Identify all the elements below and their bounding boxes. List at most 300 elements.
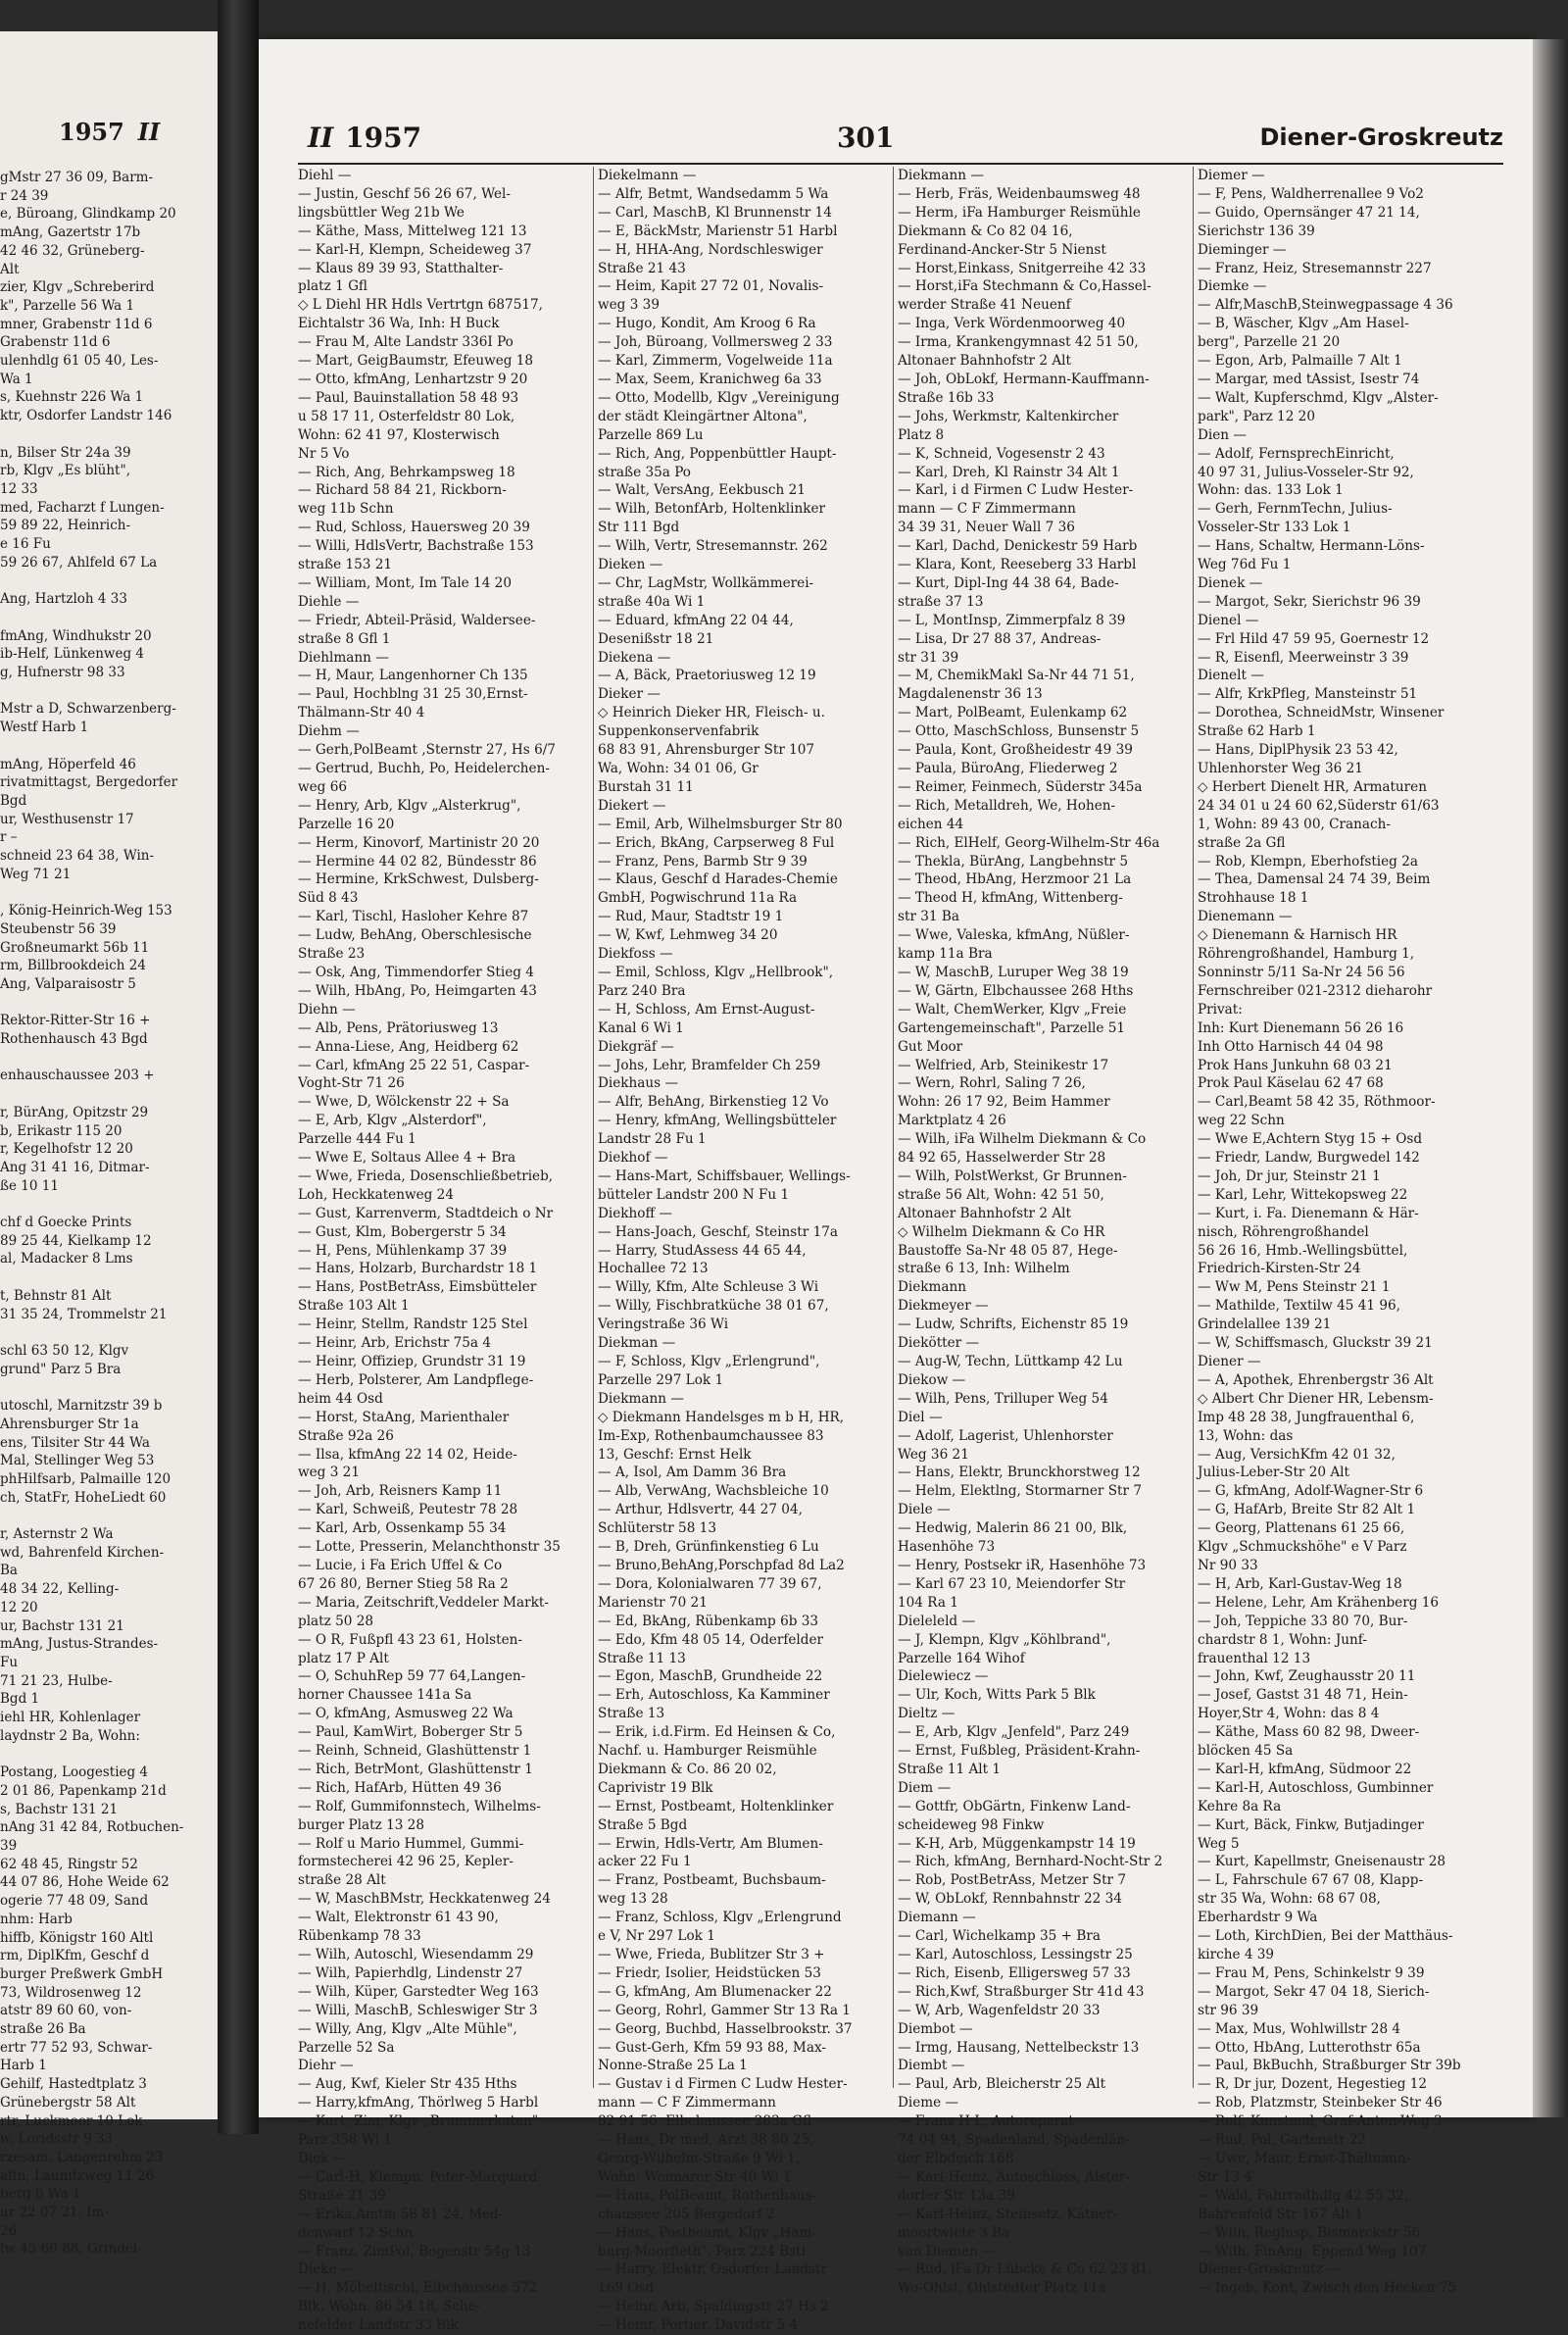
directory-entry: — Richard 58 84 21, Rickborn- xyxy=(298,482,507,499)
directory-entry: — Kurt, Dipl-Ing 44 38 64, Bade- xyxy=(898,574,1119,591)
directory-entry: weg 3 39 xyxy=(598,297,660,314)
left-page-line: ulenhdlg 61 05 40, Les- xyxy=(0,353,159,370)
directory-entry: — K, Schneid, Vogesenstr 2 43 xyxy=(898,445,1105,462)
directory-entry: Wohn: Weimarer Str 40 Wi 1 xyxy=(598,2168,792,2185)
directory-entry: — Erh, Autoschloss, Ka Kamminer xyxy=(598,1687,830,1704)
directory-entry: — Johs, Lehr, Bramfelder Ch 259 xyxy=(598,1057,821,1073)
directory-entry: 82 91 56, Elbchaussee 283a Gfl xyxy=(598,2113,812,2130)
directory-entry: — Erik, i.d.Firm. Ed Heinsen & Co, xyxy=(598,1724,836,1741)
directory-entry: Altonaer Bahnhofstr 2 Alt xyxy=(898,353,1071,370)
left-page-line xyxy=(0,425,208,444)
directory-entry: burg-Moorfleth", Parz 224 Bstl xyxy=(598,2243,806,2260)
surname-heading: van Diemen — xyxy=(898,2243,996,2260)
directory-entry: kirche 4 39 xyxy=(1198,1947,1275,1962)
left-page-line: ch, StatFr, HoheLiedt 60 xyxy=(0,1489,167,1506)
directory-entry: — Heinr, Portier, Davidstr 5 4 xyxy=(598,2317,798,2334)
directory-entry: — Heim, Kapit 27 72 01, Novalis- xyxy=(598,278,824,295)
directory-entry: — Harry,kfmAng, Thörlweg 5 Harbl xyxy=(298,2095,539,2111)
directory-entry: Nachf. u. Hamburger Reismühle xyxy=(598,1743,817,1760)
directory-entry: Fernschreiber 021-2312 dieharohr xyxy=(1198,982,1433,999)
directory-entry: weg 11b Schn xyxy=(298,501,394,518)
directory-entry: 84 92 65, Hasselwerder Str 28 xyxy=(898,1150,1106,1167)
directory-entry: ◇ Heinrich Dieker HR, Fleisch- u. xyxy=(598,705,825,721)
left-page-line: mAng, Gazertstr 17b xyxy=(0,224,141,241)
directory-entry: — Paula, Kont, Großheidestr 49 39 xyxy=(898,742,1133,759)
directory-entry: Caprivistr 19 Blk xyxy=(598,1779,713,1796)
directory-entry: — W, ObLokf, Rennbahnstr 22 34 xyxy=(898,1891,1122,1908)
directory-entry: Julius-Leber-Str 20 Alt xyxy=(1198,1465,1349,1481)
surname-heading: Diem — xyxy=(898,1779,952,1796)
directory-entry: Weg 36 21 xyxy=(898,1446,969,1463)
directory-entry: — Willy, Fischbratküche 38 01 67, xyxy=(598,1298,829,1315)
directory-entry: Parz 358 Wi 1 xyxy=(298,2132,392,2149)
directory-entry: — G, kfmAng, Am Blumenacker 22 xyxy=(598,1983,832,2000)
surname-heading: Diekena — xyxy=(598,649,671,666)
left-page-line: zier, Klgv „Schreberird xyxy=(0,279,155,296)
directory-entry: — Rud, Maur, Stadtstr 19 1 xyxy=(598,909,784,925)
directory-entry: Straße 16b 33 xyxy=(898,389,995,406)
directory-entry: — H, Pens, Mühlenkamp 37 39 xyxy=(298,1242,508,1259)
directory-entry: — Paul, KamWirt, Boberger Str 5 xyxy=(298,1724,523,1741)
left-page-line: Weg 71 21 xyxy=(0,866,72,882)
directory-entry: — Gust, Karrenverm, Stadtdeich o Nr xyxy=(298,1205,554,1221)
directory-entry: — Helm, Elektlng, Stormarner Str 7 xyxy=(898,1483,1142,1500)
directory-entry: — Paul, Hochblng 31 25 30,Ernst- xyxy=(298,686,528,703)
directory-entry: — Paul, Arb, Bleicherstr 25 Alt xyxy=(898,2076,1106,2093)
directory-entry: 56 26 16, Hmb.-Wellingsbüttel, xyxy=(1198,1242,1408,1259)
left-page-line: 48 34 22, Kelling- xyxy=(0,1581,120,1598)
left-page-line xyxy=(0,1049,208,1068)
directory-entry: — Emil, Schloss, Klgv „Hellbrook", xyxy=(598,964,834,980)
directory-entry: — Anna-Liese, Ang, Heidberg 62 xyxy=(298,1038,519,1055)
directory-entry: weg 3 21 xyxy=(298,1465,360,1481)
directory-entry: — Heinr, Arb, Erichstr 75a 4 xyxy=(298,1335,491,1352)
left-page-line: 59 89 22, Heinrich- xyxy=(0,518,131,534)
surname-heading: Diemer — xyxy=(1198,168,1265,183)
directory-entry: — Wern, Rohrl, Saling 7 26, xyxy=(898,1075,1086,1092)
directory-entry: bütteler Landstr 200 N Fu 1 xyxy=(598,1186,790,1203)
left-page-line: laydnstr 2 Ba, Wohn: xyxy=(0,1727,140,1744)
surname-heading: Dienelt — xyxy=(1198,668,1264,684)
directory-entry: Wohn: 62 41 97, Klosterwisch xyxy=(298,426,500,443)
surname-heading: Dienemann — xyxy=(1198,909,1293,925)
directory-entry: — Horst,Einkass, Snitgerreihe 42 33 xyxy=(898,260,1147,276)
surname-heading: Diekötter — xyxy=(898,1335,980,1352)
directory-entry: — B, Wäscher, Klgv „Am Hasel- xyxy=(1198,316,1409,332)
left-page-line: r, Asternstr 2 Wa xyxy=(0,1526,114,1543)
directory-entry: — Willi, MaschB, Schleswiger Str 3 xyxy=(298,2002,538,2018)
left-page-line: med, Facharzt f Lungen- xyxy=(0,499,165,516)
directory-entry: Vosseler-Str 133 Lok 1 xyxy=(1198,520,1351,536)
left-page-line: lw 45 60 88, Grindel- xyxy=(0,2241,142,2258)
left-page-line: iehl HR, Kohlenlager xyxy=(0,1710,141,1726)
directory-entry: — Rob, Klempn, Eberhofstieg 2a xyxy=(1198,853,1418,869)
directory-entry: — O R, Fußpfl 43 23 61, Holsten- xyxy=(298,1631,523,1648)
left-page-line: atstr 89 60 60, von- xyxy=(0,2003,132,2019)
directory-entry: moortwiete 3 Ba xyxy=(898,2224,1010,2241)
directory-entry: — Ed, BkAng, Rübenkamp 6b 33 xyxy=(598,1613,819,1629)
directory-entry: mann — C F Zimmermann xyxy=(598,2095,776,2111)
directory-entry: — Georg, Buchbd, Hasselbrookstr. 37 xyxy=(598,2020,853,2037)
directory-entry: Uhlenhorster Weg 36 21 xyxy=(1198,761,1363,776)
left-page-line: Alt xyxy=(0,261,20,277)
directory-entry: — Helene, Lehr, Am Krähenberg 16 xyxy=(1198,1594,1440,1611)
surname-heading: Dieke — xyxy=(298,2261,355,2278)
directory-entry: — E, Arb, Klgv „Jenfeld", Parz 249 xyxy=(898,1724,1130,1741)
left-page-line: 89 25 44, Kielkamp 12 xyxy=(0,1232,152,1249)
directory-entry: — Harry, Elektr, Osdorfer Landstr xyxy=(598,2261,827,2278)
directory-entry: Gut Moor xyxy=(898,1038,963,1055)
surname-heading: Diekgräf — xyxy=(598,1038,674,1055)
directory-entry: — Paula, BüroAng, Fliederweg 2 xyxy=(898,761,1118,776)
left-page-line: burger Preßwerk GmbH xyxy=(0,1965,164,1982)
directory-entry: ◇ Albert Chr Diener HR, Lebensm- xyxy=(1198,1390,1434,1407)
directory-entry: — Kurt, i. Fa. Dienemann & Här- xyxy=(1198,1205,1419,1221)
directory-entry: — Karl, Zimmerm, Vogelweide 11a xyxy=(598,353,833,370)
directory-entry: Diekmann xyxy=(898,1279,967,1296)
directory-entry: — Lucie, i Fa Erich Uffel & Co xyxy=(298,1557,503,1573)
left-page-line: t, Behnstr 81 Alt xyxy=(0,1287,112,1304)
left-page-line: r, Kegelhofstr 12 20 xyxy=(0,1141,133,1158)
header-rule xyxy=(298,163,1503,165)
left-page-line: n, Bilser Str 24a 39 xyxy=(0,444,131,461)
directory-entry: mann — C F Zimmermann xyxy=(898,501,1076,518)
left-page-line: berg 6 Wa 1 xyxy=(0,2186,81,2203)
directory-entry: — Kurt, Zim, Klgv „Brummerkaten" xyxy=(298,2113,539,2130)
directory-entry: Nr 90 33 xyxy=(1198,1557,1258,1573)
directory-entry: Wo-Ohlst, Ohlstedter Platz 11a xyxy=(898,2280,1106,2297)
directory-entry: Inh: Kurt Dienemann 56 26 16 xyxy=(1198,1019,1404,1036)
directory-entry: — Carl-H, Klempn, Peter-Marquard- xyxy=(298,2168,542,2185)
directory-entry: — Theod, HbAng, Herzmoor 21 La xyxy=(898,871,1132,888)
directory-entry: Parzelle 444 Fu 1 xyxy=(298,1131,416,1148)
directory-entry: — Franz, Schloss, Klgv „Erlengrund xyxy=(598,1910,842,1926)
directory-entry: — Maria, Zeitschrift,Veddeler Markt- xyxy=(298,1594,549,1611)
directory-entry: — Henry, kfmAng, Wellingsbütteler xyxy=(598,1113,837,1129)
directory-entry: — Irma, Krankengymnast 42 51 50, xyxy=(898,334,1139,351)
directory-entry: Eberhardstr 9 Wa xyxy=(1198,1910,1318,1926)
left-page-line: ertr 77 52 93, Schwar- xyxy=(0,2039,153,2056)
directory-entry: — Hedwig, Malerin 86 21 00, Blk, xyxy=(898,1520,1128,1537)
directory-entry: Blk, Wohn: 86 54 18, Sche- xyxy=(298,2299,481,2315)
directory-entry: — Karl, Dachd, Denickestr 59 Harb xyxy=(898,538,1138,555)
left-page-line xyxy=(0,1268,208,1287)
directory-entry: 13, Geschf: Ernst Helk xyxy=(598,1446,752,1463)
directory-entry: — Friedr, Landw, Burgwedel 142 xyxy=(1198,1150,1420,1167)
left-page-line: ktr, Osdorfer Landstr 146 xyxy=(0,408,172,424)
left-page-line: e 16 Fu xyxy=(0,536,51,553)
directory-entry: — W, Gärtn, Elbchaussee 268 Hths xyxy=(898,982,1134,999)
directory-entry: — Henry, Arb, Klgv „Alsterkrug", xyxy=(298,797,521,814)
directory-entry: — Gerh,PolBeamt ,Sternstr 27, Hs 6/7 xyxy=(298,742,556,759)
directory-entry: — R, Eisenfl, Meerweinstr 3 39 xyxy=(1198,649,1409,666)
directory-entry: — H, Schloss, Am Ernst-August- xyxy=(598,1001,815,1018)
directory-entry: Platz 8 xyxy=(898,426,945,443)
directory-entry: dorfer Str 13a 39 xyxy=(898,2187,1015,2204)
directory-entry: chardstr 8 1, Wohn: Junf- xyxy=(1198,1631,1367,1648)
directory-entry: — Heinr, Stellm, Randstr 125 Stel xyxy=(298,1317,528,1333)
directory-entry: — Johs, Werkmstr, Kaltenkircher xyxy=(898,408,1119,424)
directory-entry: — Karl 67 23 10, Meiendorfer Str xyxy=(898,1575,1126,1592)
directory-entry: Hochallee 72 13 xyxy=(598,1261,709,1277)
directory-entry: — Herm, iFa Hamburger Reismühle xyxy=(898,204,1141,221)
left-page-line: , König-Heinrich-Weg 153 xyxy=(0,903,172,919)
directory-entry: — W, Arb, Wagenfeldstr 20 33 xyxy=(898,2002,1101,2018)
left-page-line: Steubenstr 56 39 xyxy=(0,920,117,937)
left-page-line: Bgd xyxy=(0,792,27,809)
directory-entry: 74 04 94, Spadenland, Spadenlän- xyxy=(898,2132,1130,2149)
directory-entry: — Wilh, HbAng, Po, Heimgarten 43 xyxy=(298,982,537,999)
directory-entry: — Rich, Ang, Behrkampsweg 18 xyxy=(298,464,515,480)
directory-entry: — Hans, DiplPhysik 23 53 42, xyxy=(1198,742,1398,759)
directory-entry: frauenthal 12 13 xyxy=(1198,1650,1311,1666)
directory-entry: 1, Wohn: 89 43 00, Cranach- xyxy=(1198,816,1391,832)
directory-entry: Parzelle 16 20 xyxy=(298,816,395,832)
left-page-line xyxy=(0,1507,208,1525)
left-page-line: 42 46 32, Grüneberg- xyxy=(0,242,145,259)
directory-entry: Straße 11 Alt 1 xyxy=(898,1761,1002,1777)
left-page-line: Grünebergstr 58 Alt xyxy=(0,2094,136,2111)
directory-entry: — Thekla, BürAng, Langbehnstr 5 xyxy=(898,853,1129,869)
directory-entry: Diekmann & Co. 86 20 02, xyxy=(598,1761,777,1777)
directory-entry: — Rich, BetrMont, Glashüttenstr 1 xyxy=(298,1761,533,1777)
directory-entry: — Wwe E, Soltaus Allee 4 + Bra xyxy=(298,1150,516,1167)
directory-entry: Wohn: 26 17 92, Beim Hammer xyxy=(898,1094,1110,1111)
directory-entry: — Adolf, Lagerist, Uhlenhorster xyxy=(898,1427,1113,1444)
directory-entry: Baustoffe Sa-Nr 48 05 87, Hege- xyxy=(898,1242,1118,1259)
left-page-line: 59 26 67, Ahlfeld 67 La xyxy=(0,554,158,571)
directory-entry: — M, ChemikMakl Sa-Nr 44 71 51, xyxy=(898,668,1135,684)
directory-entry: straße 35a Po xyxy=(598,464,691,480)
left-page-line: Westf Harb 1 xyxy=(0,720,89,736)
directory-entry: acker 22 Fu 1 xyxy=(598,1854,692,1870)
directory-entry: — Wilh, Küper, Garstedter Weg 163 xyxy=(298,1983,539,2000)
directory-entry: straße 28 Alt xyxy=(298,1872,386,1889)
directory-entry: straße 8 Gfl 1 xyxy=(298,630,391,647)
left-page-line: 44 07 86, Hohe Weide 62 xyxy=(0,1874,170,1891)
directory-entry: 40 97 31, Julius-Vosseler-Str 92, xyxy=(1198,464,1414,480)
directory-entry: — Walt, VersAng, Eekbusch 21 xyxy=(598,482,806,499)
left-page-line: s, Kuehnstr 226 Wa 1 xyxy=(0,389,144,406)
surname-heading: Diekhof — xyxy=(598,1150,668,1167)
left-page-line: nAng 31 42 84, Rotbuchen- xyxy=(0,1819,184,1836)
directory-entry: Straße 23 xyxy=(298,946,366,963)
directory-entry: 169 Osd xyxy=(598,2280,655,2297)
directory-entry: lingsbüttler Weg 21b We xyxy=(298,204,465,221)
directory-entry: — Hermine 44 02 82, Bündesstr 86 xyxy=(298,853,537,869)
directory-entry: Parzelle 164 Wihof xyxy=(898,1650,1025,1666)
volume-numeral: II xyxy=(308,122,334,154)
left-page-line: affn, Launitzweg 11 26 xyxy=(0,2167,155,2184)
directory-entry: — Irmg, Hausang, Nettelbeckstr 13 xyxy=(898,2039,1140,2056)
directory-entry: — Henry, Postsekr iR, Hasenhöhe 73 xyxy=(898,1557,1147,1573)
directory-entry: der Elbdeich 168 xyxy=(898,2150,1014,2166)
directory-entry: Weg 5 xyxy=(1198,1835,1240,1852)
directory-entry: — Thea, Damensal 24 74 39, Beim xyxy=(1198,871,1431,888)
directory-entry: — Rob, Platzmstr, Steinbeker Str 46 xyxy=(1198,2095,1443,2111)
directory-entry: — Erwin, Hdls-Vertr, Am Blumen- xyxy=(598,1835,823,1852)
page-edge xyxy=(1533,39,1568,2117)
left-page-line xyxy=(0,737,208,756)
directory-entry: Imp 48 28 38, Jungfrauenthal 6, xyxy=(1198,1409,1415,1425)
directory-entry: — Erich, BkAng, Carpserweg 8 Ful xyxy=(598,834,835,851)
directory-entry: — Walt, Kupferschmd, Klgv „Alster- xyxy=(1198,389,1439,406)
directory-entry: — Wwe, Frieda, Bublitzer Str 3 + xyxy=(598,1947,825,1962)
directory-column-1 xyxy=(298,167,588,2335)
directory-entry: — Otto, HbAng, Lutterothstr 65a xyxy=(1198,2039,1421,2056)
directory-entry: — Wilh, Autoschl, Wiesendamm 29 xyxy=(298,1947,534,1962)
directory-entry: Desenißstr 18 21 xyxy=(598,630,714,647)
left-page-line: 26 xyxy=(0,2222,18,2239)
directory-entry: str 96 39 xyxy=(1198,2002,1259,2018)
surname-heading: Dienel — xyxy=(1198,612,1259,628)
directory-entry: Bahrenfeld Str 167 Alt 1 xyxy=(1198,2206,1364,2222)
left-page-line: grund" Parz 5 Bra xyxy=(0,1361,122,1377)
left-page-line: k", Parzelle 56 Wa 1 xyxy=(0,297,135,314)
directory-entry: formstecherei 42 96 25, Kepler- xyxy=(298,1854,514,1870)
directory-entry: Magdalenenstr 36 13 xyxy=(898,686,1043,703)
directory-entry: Straße 62 Harb 1 xyxy=(1198,723,1316,740)
left-page xyxy=(0,31,218,2258)
left-page-line: rivatmittagst, Bergedorfer xyxy=(0,774,178,791)
surname-heading: Diehr — xyxy=(298,2058,354,2074)
surname-heading: Diekfoss — xyxy=(598,946,673,963)
directory-entry: — Walt, ChemWerker, Klgv „Freie xyxy=(898,1001,1127,1018)
directory-entry: — Hans, Postbeamt, Klgv „Ham- xyxy=(598,2224,817,2241)
directory-entry: — Wilh, BetonfArb, Holtenklinker xyxy=(598,501,825,518)
directory-entry: Altonaer Bahnhofstr 2 Alt xyxy=(898,1205,1071,1221)
directory-entry: — Paul, Bauinstallation 58 48 93 xyxy=(298,389,519,406)
directory-entry: — W, Schiffsmasch, Gluckstr 39 21 xyxy=(1198,1335,1433,1352)
directory-entry: kamp 11a Bra xyxy=(898,946,993,963)
directory-entry: ◇ Herbert Dienelt HR, Armaturen xyxy=(1198,778,1427,795)
directory-entry: heim 44 Osd xyxy=(298,1390,383,1407)
left-page-line xyxy=(0,609,208,627)
directory-entry: — Emil, Arb, Wilhelmsburger Str 80 xyxy=(598,816,843,832)
book-gutter xyxy=(218,0,259,2134)
directory-entry: 24 34 01 u 24 60 62,Süderstr 61/63 xyxy=(1198,797,1440,814)
directory-entry: — Ludw, Schrifts, Eichenstr 85 19 xyxy=(898,1317,1129,1333)
directory-entry: Marktplatz 4 26 xyxy=(898,1113,1006,1129)
directory-entry: — Hermine, KrkSchwest, Dulsberg- xyxy=(298,871,539,888)
directory-column-4 xyxy=(1198,167,1488,2298)
left-page-line: hiffb, Königstr 160 Altl xyxy=(0,1929,154,1946)
directory-entry: nefelder Landstr 33 Blk xyxy=(298,2317,459,2334)
directory-entry: — Carl, Wichelkamp 35 + Bra xyxy=(898,1928,1101,1945)
directory-entry: — Alfr, BehAng, Birkenstieg 12 Vo xyxy=(598,1094,829,1111)
left-page-line xyxy=(0,1195,208,1214)
directory-entry: Veringstraße 36 Wi xyxy=(598,1317,729,1333)
directory-entry: u 58 17 11, Osterfeldstr 80 Lok, xyxy=(298,408,515,424)
directory-entry: — Margar, med tAssist, Isestr 74 xyxy=(1198,371,1420,387)
directory-entry: Weg 76d Fu 1 xyxy=(1198,557,1292,573)
directory-entry: — Willy, Ang, Klgv „Alte Mühle", xyxy=(298,2020,517,2037)
directory-entry: horner Chaussee 141a Sa xyxy=(298,1687,472,1704)
directory-entry: — Reinh, Schneid, Glashüttenstr 1 xyxy=(298,1743,532,1760)
directory-entry: Straße 11 13 xyxy=(598,1650,686,1666)
directory-entry: — Uwe, Maur, Ernst-Thälmann- xyxy=(1198,2150,1411,2166)
left-page-line: Ahrensburger Str 1a xyxy=(0,1416,139,1432)
left-page-line: ogerie 77 48 09, Sand xyxy=(0,1893,149,1910)
directory-entry: — L, MontInsp, Zimmerpfalz 8 39 xyxy=(898,612,1126,628)
directory-entry: straße 40a Wi 1 xyxy=(598,593,706,610)
directory-entry: — Wwe, Frieda, Dosenschließbetrieb, xyxy=(298,1168,554,1184)
surname-heading: Diehle — xyxy=(298,593,360,610)
directory-entry: — Friedr, Abteil-Präsid, Walderseе- xyxy=(298,612,536,628)
directory-entry: — Rich, Eisenb, Elligersweg 57 33 xyxy=(898,1964,1131,1981)
directory-entry: — Theod H, kfmAng, Wittenberg- xyxy=(898,890,1123,907)
directory-entry: weg 66 xyxy=(298,778,348,795)
directory-entry: — Joh, Arb, Reisners Kamp 11 xyxy=(298,1483,503,1500)
directory-entry: GmbH, Pogwischrund 11a Ra xyxy=(598,890,798,907)
directory-entry: Nr 5 Vo xyxy=(298,445,350,462)
directory-entry: — Ernst, Postbeamt, Holtenklinker xyxy=(598,1798,834,1814)
left-page-line: r – xyxy=(0,829,18,846)
directory-entry: Straße 92a 26 xyxy=(298,1427,394,1444)
directory-entry: — Hans, Elektr, Brunckhorstweg 12 xyxy=(898,1465,1141,1481)
left-page-line: Ang, Valparaisostr 5 xyxy=(0,975,136,992)
directory-entry: 34 39 31, Neuer Wall 7 36 xyxy=(898,520,1075,536)
left-page-line xyxy=(0,1378,208,1397)
volume-year xyxy=(308,122,421,154)
directory-entry: — Wilh, Vertr, Stresemannstr. 262 xyxy=(598,538,828,555)
directory-entry: Strohhause 18 1 xyxy=(1198,890,1309,907)
left-page-header xyxy=(59,118,160,146)
directory-entry: — Karl-Heinz, Steinsetz, Kätner- xyxy=(898,2206,1118,2222)
directory-entry: — R, Dr jur, Dozent, Hegestieg 12 xyxy=(1198,2076,1428,2093)
directory-entry: — Herb, Fräs, Weidenbaumsweg 48 xyxy=(898,185,1141,202)
directory-entry: — Kurt, Bäck, Finkw, Butjadinger xyxy=(1198,1816,1424,1833)
directory-entry: — Karl, Dreh, Kl Rainstr 34 Alt 1 xyxy=(898,464,1120,480)
left-page-line xyxy=(0,1323,208,1342)
left-page-line: rm, DiplKfm, Geschf d xyxy=(0,1948,150,1964)
directory-entry: blöcken 45 Sa xyxy=(1198,1743,1294,1760)
left-page-line: 62 48 45, Ringstr 52 xyxy=(0,1856,138,1872)
directory-entry: — Hugo, Kondit, Am Kroog 6 Ra xyxy=(598,316,816,332)
left-page-line: ur, Bachstr 131 21 xyxy=(0,1617,124,1634)
directory-entry: — Klaus, Geschf d Harades-Chemie xyxy=(598,871,838,888)
left-page-line xyxy=(0,571,208,590)
directory-entry: — Rich,Kwf, Straßburger Str 41d 43 xyxy=(898,1983,1145,2000)
directory-entry: chaussee 205 Bergedorf 2 xyxy=(598,2206,775,2222)
directory-entry: — Lisa, Dr 27 88 37, Andreas- xyxy=(898,630,1102,647)
column-divider xyxy=(1193,167,1194,2088)
directory-entry: — Mathilde, Textilw 45 41 96, xyxy=(1198,1298,1400,1315)
directory-entry: — Eduard, kfmAng 22 04 44, xyxy=(598,612,794,628)
directory-entry: — F, Pens, Waldherrenallee 9 Vo2 xyxy=(1198,185,1424,202)
directory-entry: Gartengemeinschaft", Parzelle 51 xyxy=(898,1019,1126,1036)
directory-entry: — Gottfr, ObGärtn, Finkenw Land- xyxy=(898,1798,1131,1814)
directory-entry: — Mart, PolBeamt, Eulenkamp 62 xyxy=(898,705,1128,721)
surname-heading: Diel — xyxy=(898,1409,943,1425)
surname-heading: Diekman — xyxy=(598,1335,676,1352)
directory-entry: — Karl, Arb, Ossenkamp 55 34 xyxy=(298,1520,507,1537)
directory-column-2 xyxy=(598,167,888,2335)
directory-entry: — Hans, Schaltw, Hermann-Löns- xyxy=(1198,538,1425,555)
left-page-line: 2 01 86, Papenkamp 21d xyxy=(0,1782,167,1799)
directory-entry: — Bruno,BehAng,Porschpfad 8d La2 xyxy=(598,1557,845,1573)
directory-entry: Süd 8 43 xyxy=(298,890,359,907)
directory-entry: — Wwe, Valeska, kfmAng, Nüßler- xyxy=(898,927,1130,944)
directory-entry: — Margot, Sekr 47 04 18, Sierich- xyxy=(1198,1983,1430,2000)
directory-entry: Sierichstr 136 39 xyxy=(1198,223,1315,239)
directory-entry: — Joh, Teppiche 33 80 70, Bur- xyxy=(1198,1613,1408,1629)
surname-heading: Diekert — xyxy=(598,797,666,814)
directory-entry: Prok Hans Junkuhn 68 03 21 xyxy=(1198,1057,1393,1073)
directory-entry: — Karl-H, Klempn, Scheideweg 37 xyxy=(298,241,532,258)
directory-entry: — A, Apothek, Ehrenbergstr 36 Alt xyxy=(1198,1371,1434,1388)
directory-entry: scheideweg 98 Finkw xyxy=(898,1816,1045,1833)
